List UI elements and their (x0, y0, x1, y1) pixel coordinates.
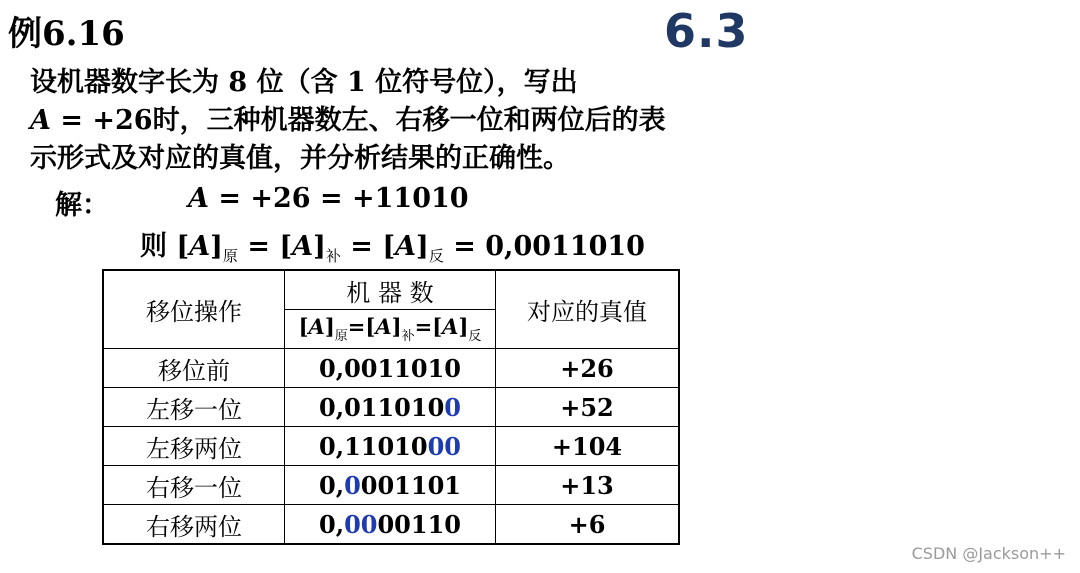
header-machine-number: 机 器 数 (285, 270, 496, 310)
example-title: 例6.16 (8, 14, 125, 54)
code-blue: 00 (427, 431, 461, 461)
solution-eq1-rest: = +26 = +11010 (208, 183, 469, 214)
variable-a: A (395, 231, 417, 262)
row-op: 左移一位 (103, 388, 285, 427)
row-value: +13 (496, 466, 680, 505)
code-tail: 001101 (360, 470, 461, 500)
solution-equation-2: 则 $[A]_原 = [A]_补 = [A]_反 = 0,0011010$ (140, 231, 645, 265)
problem-line-3: 示形式及对应的真值，并分析结果的正确性。 (30, 143, 570, 174)
sub-orig: 原 (222, 247, 238, 265)
section-number: 6.3 (664, 4, 749, 58)
eq2-prefix: 则 (140, 231, 177, 262)
code-blue: 0 (344, 470, 361, 500)
variable-a: A (188, 183, 209, 214)
code-blue: 00 (344, 509, 378, 539)
row-code (285, 466, 496, 505)
table-row (103, 349, 679, 388)
row-value: +52 (496, 388, 680, 427)
table-row (103, 388, 679, 427)
code-plain: 0, (319, 470, 345, 500)
sub-comp: 补 (401, 329, 415, 344)
code-plain: 0, (319, 509, 345, 539)
row-value: +26 (496, 349, 680, 388)
header-code-forms: $[A]_原=[A]_补=[A]_反$ (285, 310, 496, 349)
problem-eq: = +26 (50, 105, 153, 136)
code-plain: 0,011010 (319, 392, 445, 422)
row-code (285, 427, 496, 466)
shift-table (102, 269, 680, 545)
row-value: +6 (496, 505, 680, 545)
solution-label: 解： (55, 190, 109, 221)
eq2-tail: = 0,0011010 (443, 231, 645, 262)
code-plain: 0,11010 (319, 431, 428, 461)
variable-a: A (308, 314, 325, 339)
row-code (285, 388, 496, 427)
row-op: 右移一位 (103, 466, 285, 505)
code-blue: 0 (444, 392, 461, 422)
sub-inv: 反 (428, 247, 444, 265)
solution-equation-1 (188, 183, 469, 214)
row-op: 左移两位 (103, 427, 285, 466)
variable-a: A (375, 314, 392, 339)
code-plain: 0,0011010 (319, 353, 461, 383)
watermark: CSDN @Jackson++ (911, 544, 1066, 563)
table-header-row-1 (103, 270, 679, 310)
sub-comp: 补 (325, 247, 341, 265)
table-row (103, 505, 679, 545)
row-value: +104 (496, 427, 680, 466)
row-code (285, 349, 496, 388)
table-row (103, 466, 679, 505)
header-shift-op: 移位操作 (103, 270, 285, 349)
row-op: 移位前 (103, 349, 285, 388)
code-tail: 00110 (377, 509, 461, 539)
sub-inv: 反 (468, 329, 482, 344)
variable-a: A (189, 231, 211, 262)
problem-line-2-rest: 时，三种机器数左、右移一位和两位后的表 (152, 105, 666, 136)
row-code (285, 505, 496, 545)
variable-a: A (442, 314, 459, 339)
sub-orig: 原 (334, 329, 348, 344)
variable-a: A (292, 231, 314, 262)
table-row (103, 427, 679, 466)
row-op: 右移两位 (103, 505, 285, 545)
header-true-value: 对应的真值 (496, 270, 680, 349)
variable-a: A (30, 105, 51, 136)
problem-line-1: 设机器数字长为 8 位（含 1 位符号位），写出 (30, 67, 578, 98)
problem-line-2 (30, 98, 666, 137)
